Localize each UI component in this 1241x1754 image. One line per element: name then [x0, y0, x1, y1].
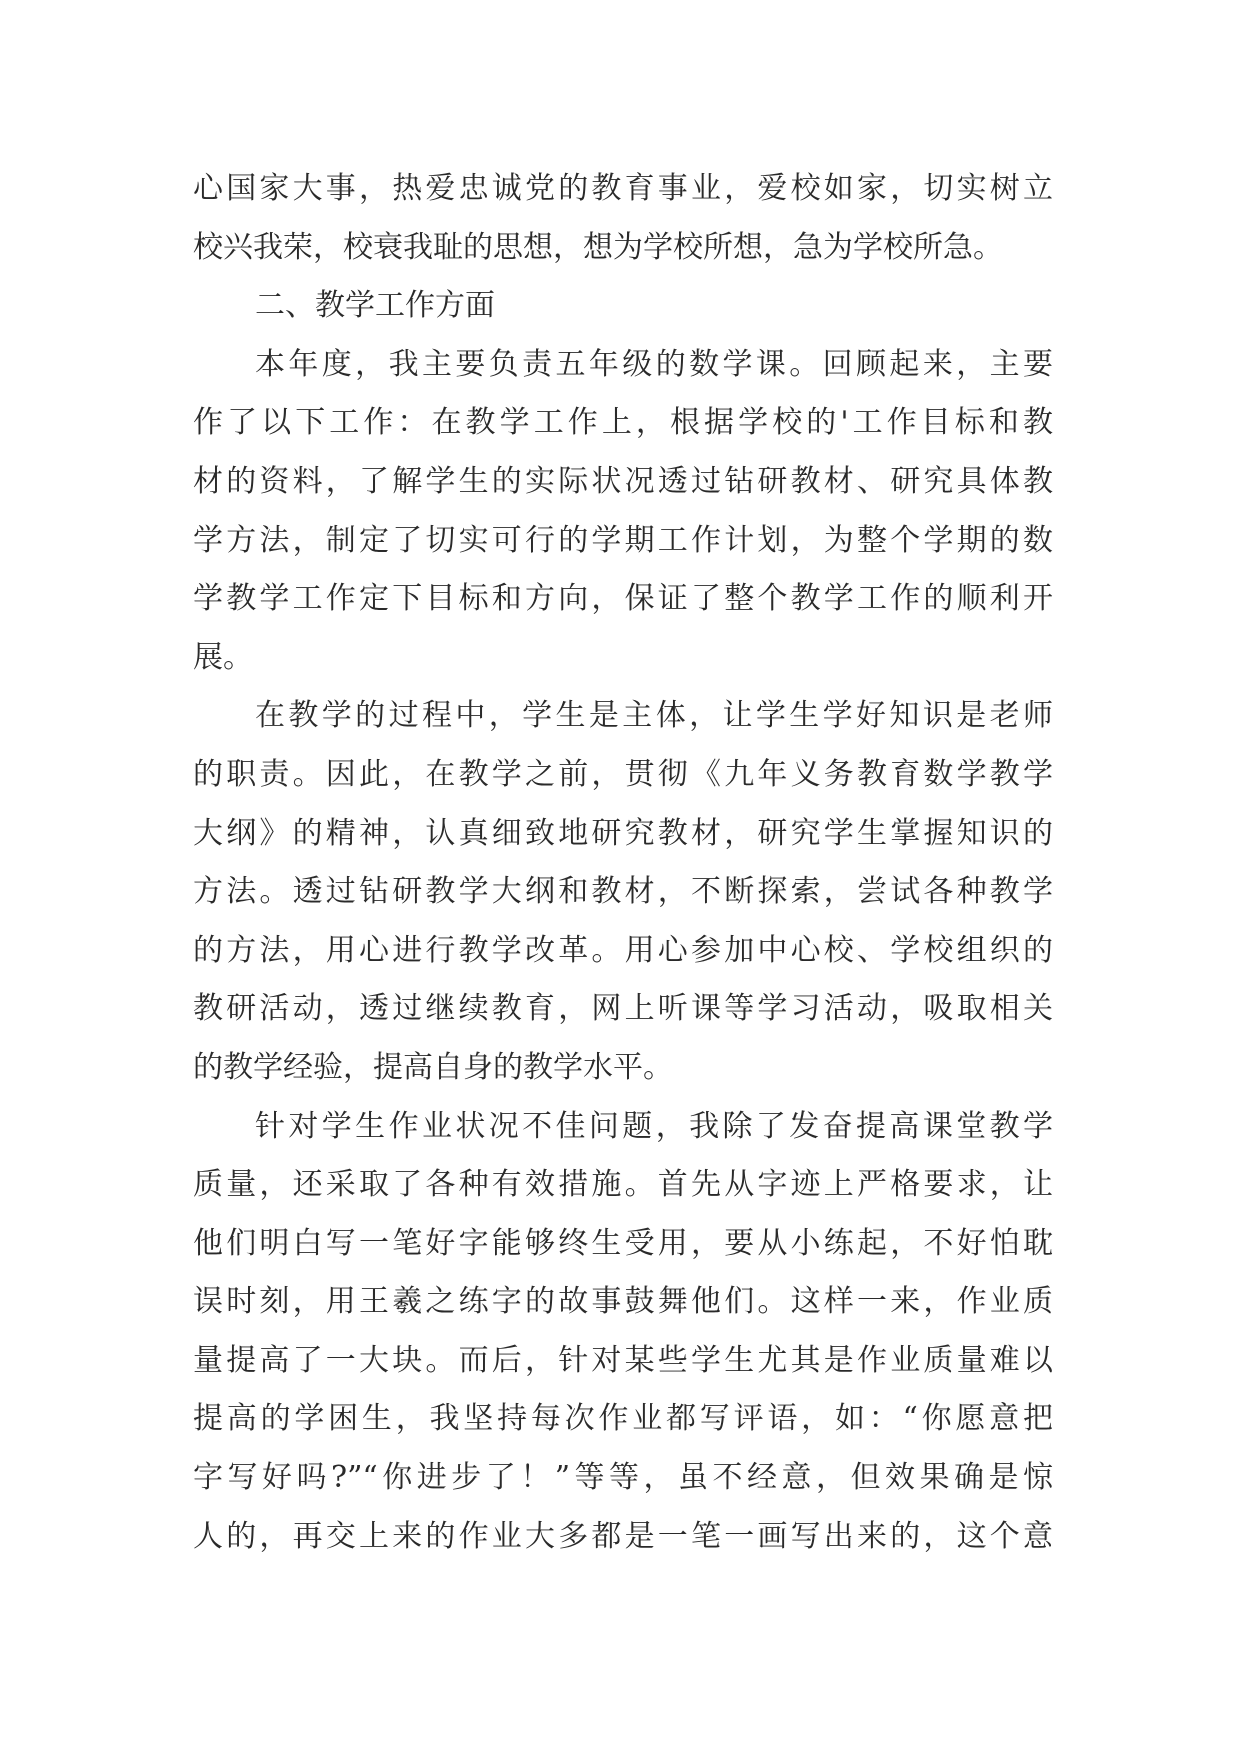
text-line: 字写好吗?”“你进步了！”等等，虽不经意，但效果确是惊: [193, 1460, 1053, 1496]
text-line: 教研活动，透过继续教育，网上听课等学习活动，吸取相关: [193, 991, 1053, 1027]
text-line: 方法。透过钻研教学大纲和教材，不断探索，尝试各种教学: [193, 874, 1053, 910]
text-line: 作了以下工作：在教学工作上，根据学校的'工作目标和教: [193, 405, 1053, 441]
text-line: 材的资料，了解学生的实际状况透过钻研教材、研究具体教: [193, 463, 1053, 499]
text-line: 学方法，制定了切实可行的学期工作计划，为整个学期的数: [193, 522, 1053, 558]
text-line: 量提高了一大块。而后，针对某些学生尤其是作业质量难以: [193, 1342, 1053, 1378]
text-line: 提高的学困生，我坚持每次作业都写评语，如：“你愿意把: [193, 1401, 1053, 1437]
text-line: 误时刻，用王羲之练字的故事鼓舞他们。这样一来，作业质: [193, 1284, 1053, 1320]
text-line: 大纲》的精神，认真细致地研究教材，研究学生掌握知识的: [193, 815, 1053, 851]
text-line: 校兴我荣，校衰我耻的思想，想为学校所想，急为学校所急。: [193, 229, 1003, 265]
text-line: 针对学生作业状况不佳问题，我除了发奋提高课堂教学: [255, 1108, 1053, 1144]
text-line: 的教学经验，提高自身的教学水平。: [193, 1049, 673, 1085]
body-text: [193, 160, 1053, 1566]
text-line: 的方法，用心进行教学改革。用心参加中心校、学校组织的: [193, 932, 1053, 968]
text-line: 心国家大事，热爱忠诚党的教育事业，爱校如家，切实树立: [193, 171, 1053, 206]
section-heading: 二、教学工作方面: [255, 288, 495, 324]
text-line: 他们明白写一笔好字能够终生受用，要从小练起，不好怕耽: [193, 1225, 1053, 1261]
text-line: 质量，还采取了各种有效措施。首先从字迹上严格要求，让: [193, 1167, 1053, 1203]
text-line: 展。: [193, 639, 253, 675]
text-line: 本年度，我主要负责五年级的数学课。回顾起来，主要: [255, 346, 1053, 382]
text-line: 在教学的过程中，学生是主体，让学生学好知识是老师: [255, 698, 1053, 734]
text-line: 人的，再交上来的作业大多都是一笔一画写出来的，这个意: [193, 1518, 1053, 1554]
text-line: 的职责。因此，在教学之前，贯彻《九年义务教育数学教学: [193, 756, 1053, 792]
text-line: 学教学工作定下目标和方向，保证了整个教学工作的顺利开: [193, 581, 1053, 617]
